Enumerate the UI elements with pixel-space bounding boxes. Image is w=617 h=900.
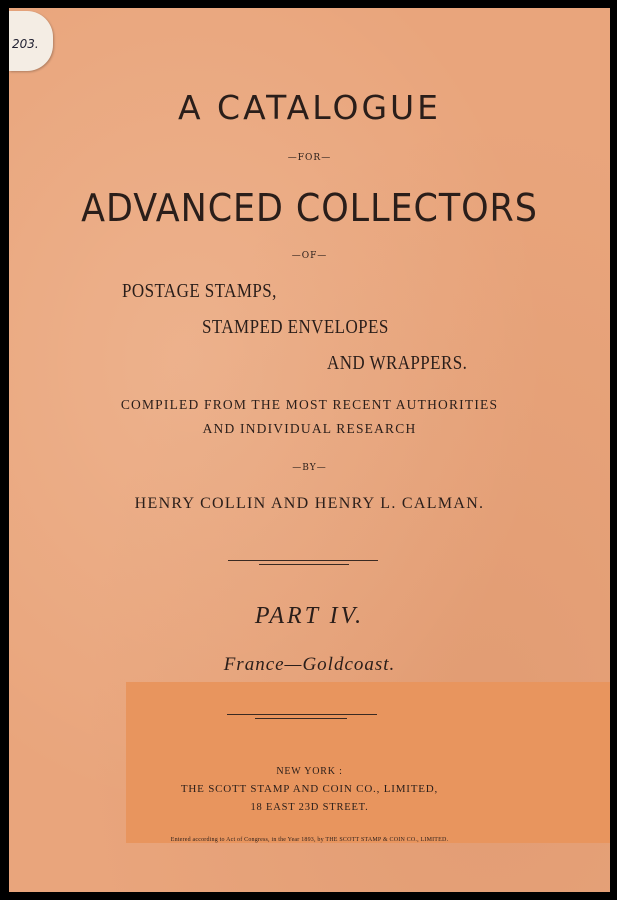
ornamental-rule-inner bbox=[259, 564, 349, 565]
item-postage-stamps: POSTAGE STAMPS, bbox=[122, 280, 277, 302]
title-page bbox=[9, 8, 610, 892]
ornamental-rule bbox=[228, 560, 378, 561]
title-connector-for: —FOR— bbox=[287, 153, 332, 163]
authors: HENRY COLLIN AND HENRY L. CALMAN. bbox=[134, 495, 485, 512]
compiled-line-1: COMPILED FROM THE MOST RECENT AUTHORITIES bbox=[120, 397, 499, 412]
title-main: A CATALOGUE bbox=[177, 88, 442, 127]
catalogue-number: 203. bbox=[12, 37, 39, 51]
title-connector-of: —OF— bbox=[291, 251, 328, 261]
part-subtitle: France—Goldcoast. bbox=[223, 654, 396, 675]
title-subject: ADVANCED COLLECTORS bbox=[81, 186, 538, 230]
imprint-address: 18 EAST 23D STREET. bbox=[250, 802, 369, 813]
item-wrappers: AND WRAPPERS. bbox=[327, 352, 468, 374]
item-stamped-envelopes: STAMPED ENVELOPES bbox=[202, 316, 389, 338]
imprint-publisher: THE SCOTT STAMP AND COIN CO., LIMITED, bbox=[180, 783, 439, 795]
ornamental-rule-lower bbox=[227, 714, 377, 715]
faded-area bbox=[126, 682, 610, 843]
part-title: PART IV. bbox=[254, 603, 365, 629]
copyright-notice: Entered according to Act of Congress, in the Year 1893, by THE SCOTT STAMP & COIN CO., LIMITED. bbox=[170, 837, 449, 843]
compiled-line-2: AND INDIVIDUAL RESEARCH bbox=[202, 421, 417, 436]
connector-by: —BY— bbox=[292, 463, 327, 473]
ornamental-rule-lower-inner bbox=[255, 718, 347, 719]
imprint-place: NEW YORK : bbox=[276, 766, 343, 777]
